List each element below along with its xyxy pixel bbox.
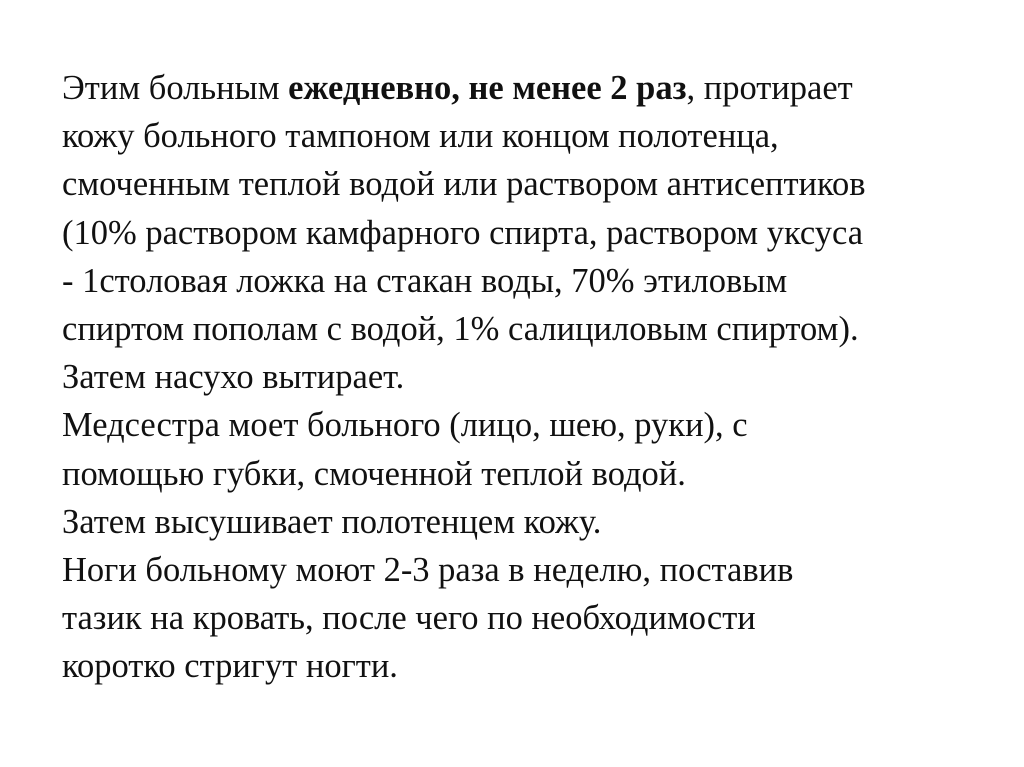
text-line-7: Затем насухо вытирает. (62, 358, 405, 397)
text-line-4: (10% раствором камфарного спирта, раствором уксуса (62, 213, 864, 252)
slide-body-text (62, 64, 1002, 691)
text-line-2: кожу больного тампоном или концом полотенца, (62, 117, 779, 156)
text-line-3: смоченным теплой водой или раствором антисептиков (62, 165, 866, 204)
text-line-11: Ноги больному моют 2-3 раза в неделю, поставив (62, 551, 794, 590)
line1-rest-text: , протирает (686, 69, 853, 107)
intro-text: Этим больным (62, 69, 289, 107)
emphasis-text: ежедневно, не менее 2 раз (288, 69, 687, 107)
text-line-10: Затем высушивает полотенцем кожу. (62, 502, 602, 541)
text-line-13: коротко стригут ногти. (62, 647, 398, 686)
text-line-8: Медсестра моет больного (лицо, шею, руки), с (62, 406, 748, 445)
text-line-9: помощью губки, смоченной теплой водой. (62, 454, 686, 493)
text-line-12: тазик на кровать, после чего по необходимости (62, 599, 756, 638)
text-line-1 (62, 64, 1002, 112)
text-line-5: - 1столовая ложка на стакан воды, 70% этиловым (62, 261, 788, 300)
text-line-6: спиртом пополам с водой, 1% салициловым спиртом). (62, 310, 859, 349)
